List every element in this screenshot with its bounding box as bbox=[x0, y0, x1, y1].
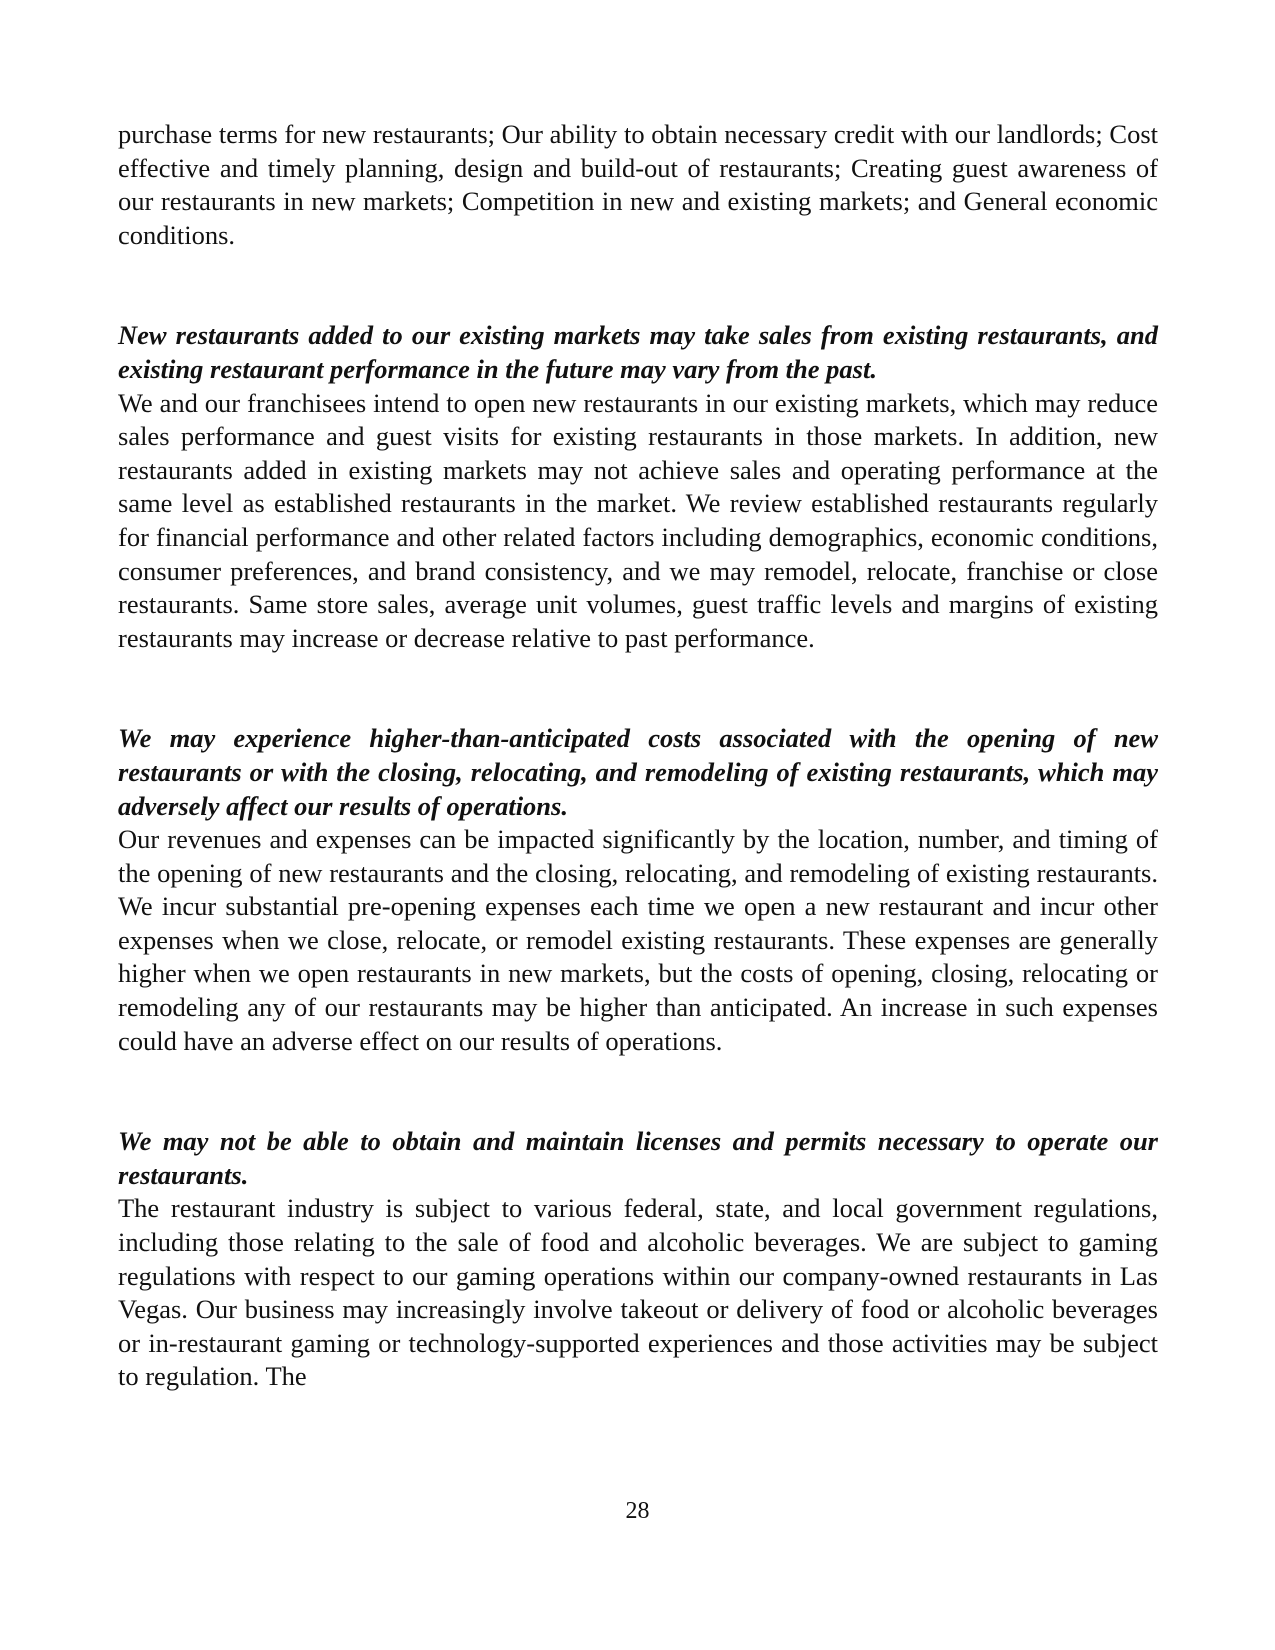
section-heading: We may experience higher-than-anticipated costs associated with the opening of new restaurants or with the closing, relocating, and remodeling of existing restaurants, which may adversely affect our results of operations. bbox=[118, 723, 1158, 821]
page-number: 28 bbox=[625, 1498, 650, 1524]
section-body: The restaurant industry is subject to various federal, state, and local government regulations, including those relating to the sale of food and alcoholic beverages. We are subject to gaming regulations with respect to our gaming operations within our company-owned restaurants in Las Vegas. Our business may increasingly involve takeout or delivery of food or alcoholic beverages or in-restaurant gaming or technology-supported experiences and those activities may be subject to regulation. The bbox=[118, 1193, 1158, 1392]
section-body: We and our franchisees intend to open new restaurants in our existing markets, which may reduce sales performance and guest visits for existing restaurants in those markets. In addition, new restaurants added in existing markets may not achieve sales and operating performance at the same level as established restaurants in the market. We review established restaurants regularly for financial performance and other related factors including demographics, economic conditions, consumer preferences, and brand consistency, and we may remodel, relocate, franchise or close restaurants. Same store sales, average unit volumes, guest traffic levels and margins of existing restaurants may increase or decrease relative to past performance. bbox=[118, 387, 1158, 653]
risk-factor-section-1 bbox=[118, 319, 1158, 655]
section-body: Our revenues and expenses can be impacted significantly by the location, number, and timing of the opening of new restaurants and the closing, relocating, and remodeling of existing restaurants. We incur substantial pre-opening expenses each time we open a new restaurant and incur other expenses when we close, relocate, or remodel existing restaurants. These expenses are generally higher when we open restaurants in new markets, but the costs of opening, closing, relocating or remodeling any of our restaurants may be higher than anticipated. An increase in such expenses could have an adverse effect on our results of operations. bbox=[118, 824, 1158, 1056]
document-page bbox=[118, 118, 1158, 1394]
intro-paragraph: purchase terms for new restaurants; Our ability to obtain necessary credit with our landlords; Cost effective and timely planning, design and build-out of restaurants; Creating guest awareness of our restaurants in new markets; Competition in new and existing markets; and General economic conditions. bbox=[118, 119, 1158, 250]
risk-factor-section-2 bbox=[118, 722, 1158, 1058]
section-heading: New restaurants added to our existing markets may take sales from existing restaurants, and existing restaurant performance in the future may vary from the past. bbox=[118, 320, 1158, 384]
section-heading: We may not be able to obtain and maintain licenses and permits necessary to operate our restaurants. bbox=[118, 1126, 1158, 1190]
section-spacer bbox=[118, 655, 1158, 722]
section-spacer bbox=[118, 252, 1158, 319]
section-spacer bbox=[118, 1058, 1158, 1125]
risk-factor-section-3 bbox=[118, 1125, 1158, 1394]
